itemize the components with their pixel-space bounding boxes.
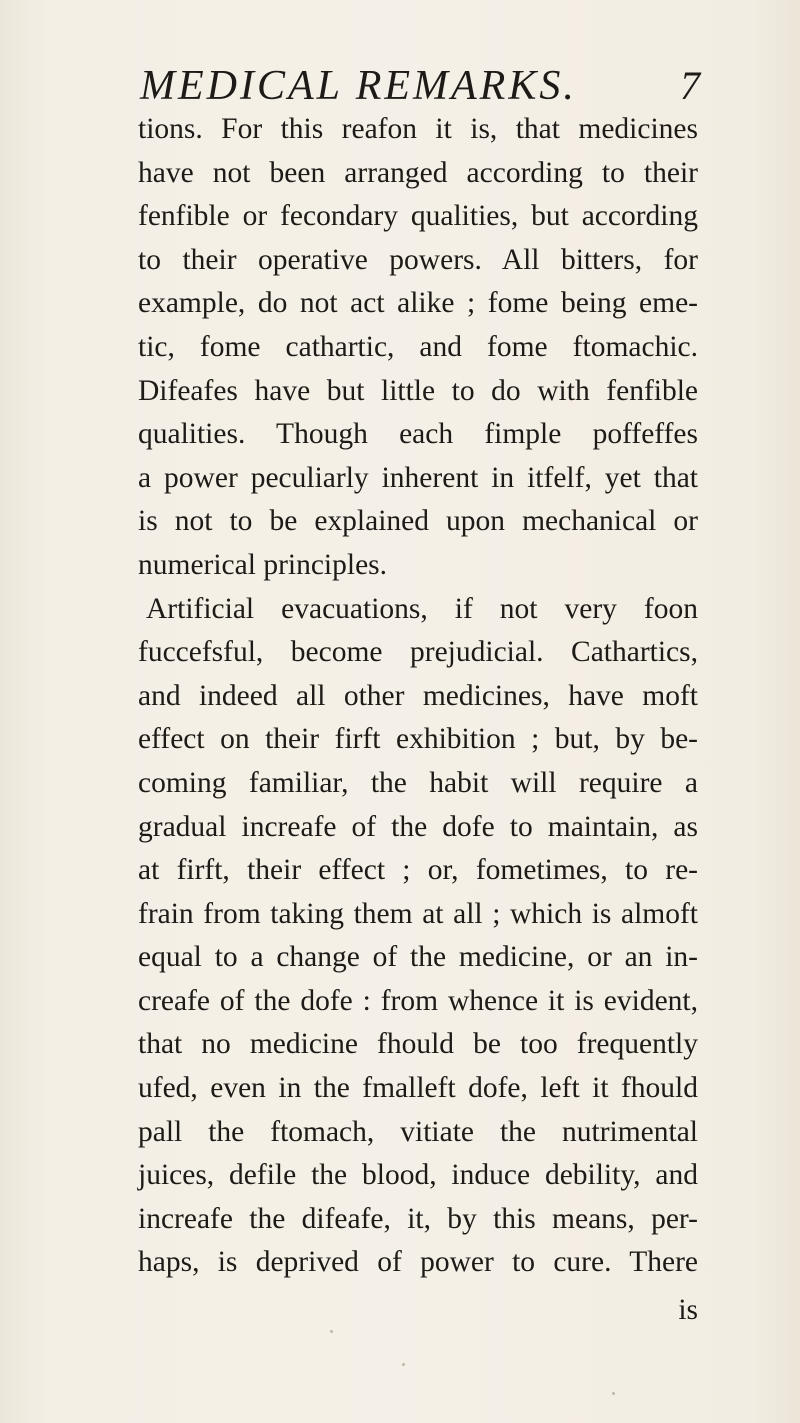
running-head: MEDICAL REMARKS. (140, 63, 577, 109)
text-line: effect on their firft exhibition ; but, by be- (138, 723, 698, 756)
text-line: at firft, their effect ; or, fometimes, to re- (138, 854, 698, 887)
text-line: tions. For this reafon it is, that medicines (138, 113, 698, 145)
paper-speck (402, 1363, 405, 1366)
text-line: pall the ftomach, vitiate the nutrimental (138, 1115, 698, 1148)
text-line: that no medicine fhould be too frequently (138, 1028, 698, 1061)
page-number: 7 (680, 63, 700, 108)
text-line: qualities. Though each fimple poffeffes (138, 418, 698, 451)
paper-speck (612, 1392, 615, 1395)
text-line: example, do not act alike ; fome being eme- (138, 287, 698, 320)
catchword-row (138, 1290, 698, 1330)
text-line: is not to be explained upon mechanical or (138, 505, 698, 538)
text-line: ufed, even in the fmalleft dofe, left it fhould (138, 1072, 698, 1105)
text-line: fuccefsful, become prejudicial. Cathartics, (138, 636, 698, 669)
text-line: increafe the difeafe, it, by this means, per- (138, 1202, 698, 1235)
text-line: coming familiar, the habit will require a (138, 766, 698, 799)
page-header (140, 62, 700, 110)
text-line: have not been arranged according to their (138, 156, 698, 189)
text-line: equal to a change of the medicine, or an in- (138, 941, 698, 974)
text-line: and indeed all other medicines, have moft (138, 679, 698, 712)
text-line: juices, defile the blood, induce debility, and (138, 1159, 698, 1192)
text-line: creafe of the dofe : from whence it is evident, (138, 984, 698, 1017)
paper-speck (330, 1330, 333, 1333)
text-line: Difeafes have but little to do with fenfible (138, 374, 698, 407)
text-line: frain from taking them at all ; which is almoft (138, 897, 698, 930)
text-line: a power peculiarly inherent in itfelf, yet that (138, 461, 698, 494)
body-text (138, 108, 698, 1285)
text-line: haps, is deprived of power to cure. There (138, 1246, 698, 1279)
text-line: to their operative powers. All bitters, for (138, 243, 698, 276)
text-line: fenfible or fecondary qualities, but according (138, 200, 698, 233)
text-line: tic, fome cathartic, and fome ftomachic. (138, 330, 698, 363)
text-line: gradual increafe of the dofe to maintain, as (138, 810, 698, 843)
text-line: numerical principles. (138, 548, 388, 581)
text-line: Artificial evacuations, if not very foon (146, 592, 698, 625)
catchword: is (678, 1294, 698, 1326)
